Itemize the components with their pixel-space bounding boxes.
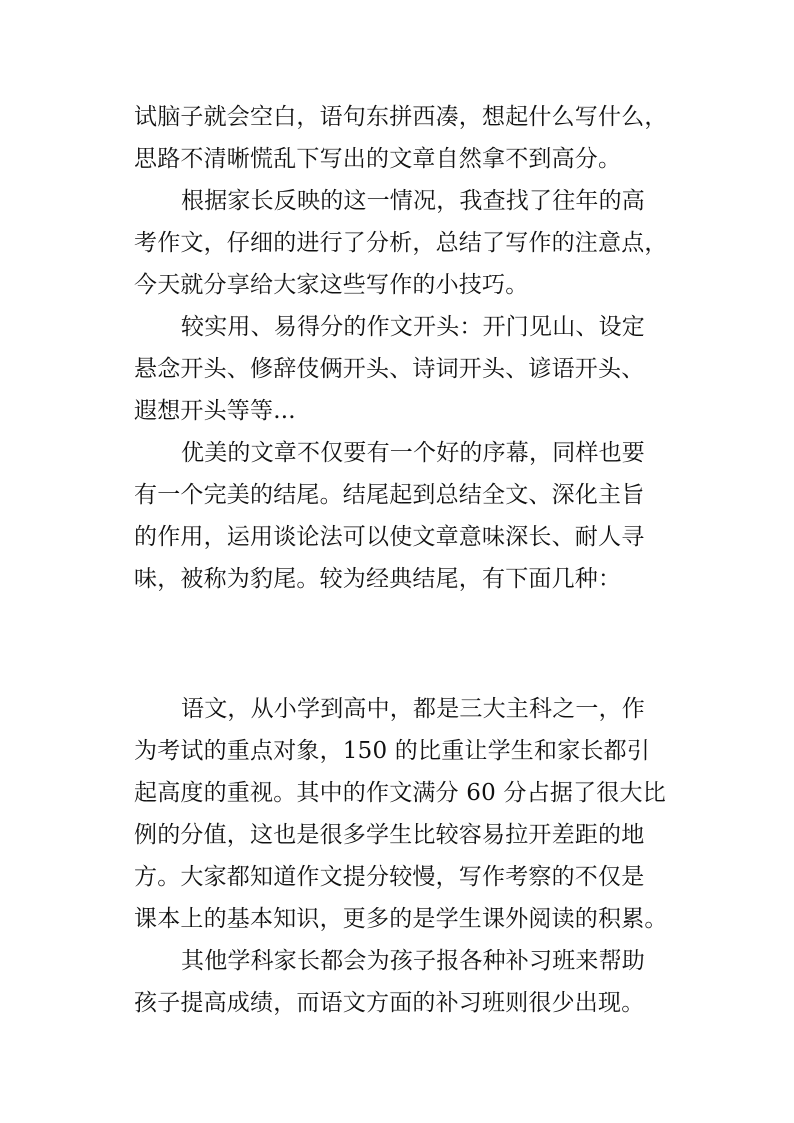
paragraph-line: 悬念开头、修辞伎俩开头、诗词开头、谚语开头、 <box>134 356 645 382</box>
paragraph-line: 语文，从小学到高中，都是三大主科之一，作 <box>181 696 645 722</box>
paragraph-line: 方。大家都知道作文提分较慢，写作考察的不仅是 <box>134 864 645 890</box>
paragraph-line: 今天就分享给大家这些写作的小技巧。 <box>134 272 529 298</box>
paragraph-line: 其他学科家长都会为孩子报各种补习班来帮助 <box>181 948 645 974</box>
paragraph-line: 思路不清晰慌乱下写出的文章自然拿不到高分。 <box>134 146 622 172</box>
paragraph-line: 试脑子就会空白，语句东拼西凑，想起什么写什么， <box>134 104 668 130</box>
paragraph-line: 较实用、易得分的作文开头：开门见山、设定 <box>181 314 645 340</box>
paragraph-line: 例的分值，这也是很多学生比较容易拉开差距的地 <box>134 822 645 848</box>
paragraph-line: 课本上的基本知识，更多的是学生课外阅读的积累。 <box>134 906 668 932</box>
paragraph-line: 有一个完美的结尾。结尾起到总结全文、深化主旨 <box>134 482 645 508</box>
paragraph-line: 的作用，运用谈论法可以使文章意味深长、耐人寻 <box>134 524 645 550</box>
paragraph-line: 起高度的重视。其中的作文满分 60 分占据了很大比 <box>134 780 666 806</box>
paragraph-line: 为考试的重点对象，150 的比重让学生和家长都引 <box>134 738 651 764</box>
paragraph-line: 味，被称为豹尾。较为经典结尾，有下面几种： <box>134 566 622 592</box>
paragraph-line: 孩子提高成绩，而语文方面的补习班则很少出现。 <box>134 990 645 1016</box>
paragraph-line: 优美的文章不仅要有一个好的序幕，同样也要 <box>181 440 645 466</box>
paragraph-line: 遐想开头等等... <box>134 398 296 424</box>
paragraph-line: 根据家长反映的这一情况，我查找了往年的高 <box>181 188 645 214</box>
paragraph-line: 考作文，仔细的进行了分析，总结了写作的注意点， <box>134 230 668 256</box>
